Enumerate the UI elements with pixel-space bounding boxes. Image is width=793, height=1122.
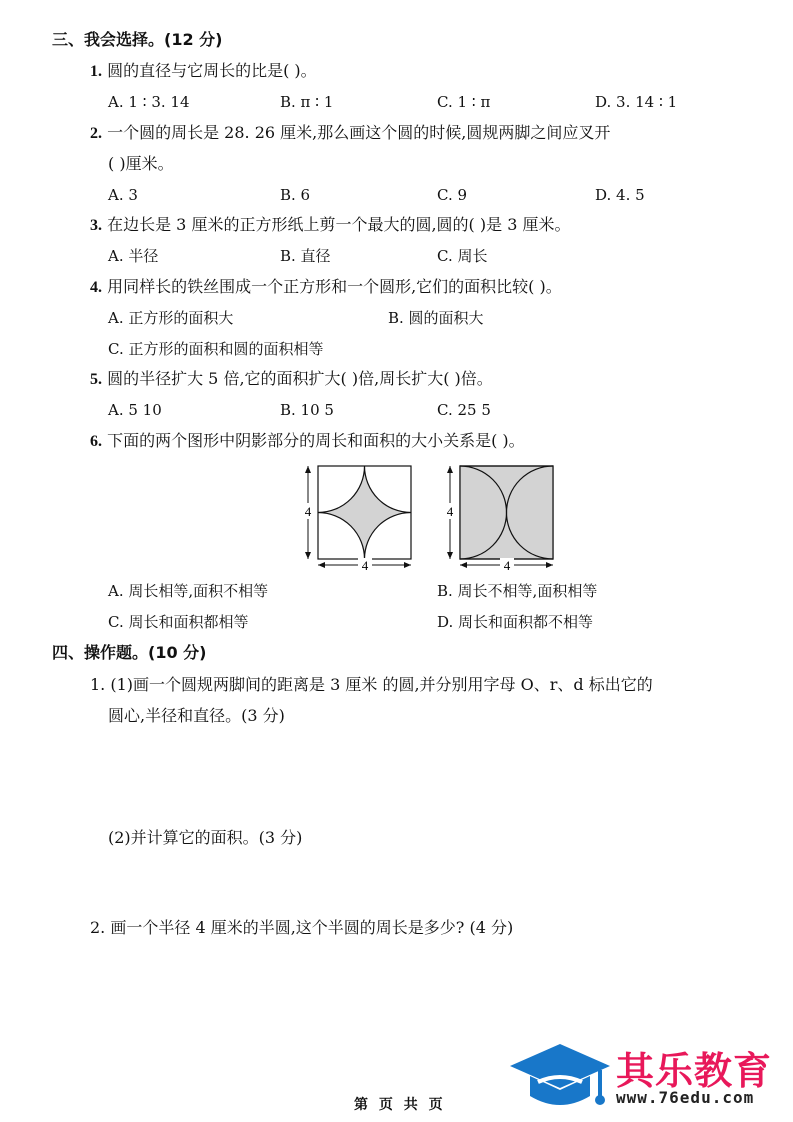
q3-option-b: B. 直径 xyxy=(280,247,331,265)
question-text: 在边长是 3 厘米的正方形纸上剪一个最大的圆,圆的( )是 3 厘米。 xyxy=(107,215,571,234)
operation-q2: 2. 画一个半径 4 厘米的半圆,这个半圆的周长是多少? (4 分) xyxy=(90,918,514,937)
q6-option-a: A. 周长相等,面积不相等 xyxy=(108,582,269,600)
figure-right-height-label: 4 xyxy=(446,504,454,519)
q3-option-c: C. 周长 xyxy=(437,247,488,265)
q6-option-b: B. 周长不相等,面积相等 xyxy=(437,582,598,600)
question-1 xyxy=(90,61,317,82)
question-2 xyxy=(90,123,610,144)
q3-option-a: A. 半径 xyxy=(108,247,159,265)
q6-option-c: C. 周长和面积都相等 xyxy=(108,613,249,631)
question-text: 圆的半径扩大 5 倍,它的面积扩大( )倍,周长扩大( )倍。 xyxy=(107,369,493,388)
figure-left xyxy=(294,462,418,572)
q2-option-d: D. 4. 5 xyxy=(595,186,645,204)
figure-left-height-label: 4 xyxy=(304,504,312,519)
question-2-continuation: ( )厘米。 xyxy=(108,154,174,173)
arrow-icon xyxy=(460,562,467,568)
page-footer: 第 页 共 页 xyxy=(354,1097,446,1113)
q4-option-c: C. 正方形的面积和圆的面积相等 xyxy=(108,340,324,358)
q5-option-b: B. 10 5 xyxy=(280,401,334,419)
question-text: 一个圆的周长是 28. 26 厘米,那么画这个圆的时候,圆规两脚之间应叉开 xyxy=(107,123,611,142)
q1-option-b: B. π ∶ 1 xyxy=(280,93,334,111)
logo-url: www.76edu.com xyxy=(616,1088,755,1107)
figure-left-shaded xyxy=(318,466,411,559)
q2-option-a: A. 3 xyxy=(108,186,138,204)
operation-q1-part2: (2)并计算它的面积。(3 分) xyxy=(108,828,303,847)
question-text: 用同样长的铁丝围成一个正方形和一个圆形,它们的面积比较( )。 xyxy=(107,277,562,296)
question-text: 下面的两个图形中阴影部分的周长和面积的大小关系是( )。 xyxy=(107,431,525,450)
arrow-icon xyxy=(305,552,311,559)
q4-option-b: B. 圆的面积大 xyxy=(388,309,484,327)
q1-option-a: A. 1 ∶ 3. 14 xyxy=(108,93,190,111)
q5-option-a: A. 5 10 xyxy=(108,401,162,419)
q4-option-a: A. 正方形的面积大 xyxy=(108,309,234,327)
question-number: 3. xyxy=(90,217,102,234)
question-5 xyxy=(90,369,493,390)
arrow-icon xyxy=(447,466,453,473)
q5-option-c: C. 25 5 xyxy=(437,401,491,419)
q6-option-d: D. 周长和面积都不相等 xyxy=(437,613,594,631)
question-number: 5. xyxy=(90,371,102,388)
arrow-icon xyxy=(318,562,325,568)
figure-right-width-label: 4 xyxy=(503,558,511,572)
q1-option-d: D. 3. 14 ∶ 1 xyxy=(595,93,678,111)
q2-option-c: C. 9 xyxy=(437,186,468,204)
question-6 xyxy=(90,431,525,452)
question-number: 2. xyxy=(90,125,102,142)
arrow-icon xyxy=(305,466,311,473)
q1-option-c: C. 1 ∶ π xyxy=(437,93,491,111)
section-4-title: 四、操作题。(10 分) xyxy=(52,643,207,662)
operation-q1-part1-line2: 圆心,半径和直径。(3 分) xyxy=(108,706,285,725)
graduation-cap-icon xyxy=(508,1042,612,1122)
question-text: 圆的直径与它周长的比是( )。 xyxy=(107,61,317,80)
q2-option-b: B. 6 xyxy=(280,186,311,204)
arrow-icon xyxy=(404,562,411,568)
brand-logo xyxy=(508,1036,793,1122)
arrow-icon xyxy=(546,562,553,568)
question-3 xyxy=(90,215,570,236)
question-number: 6. xyxy=(90,433,102,450)
section-3-title: 三、我会选择。(12 分) xyxy=(52,30,223,49)
logo-name: 其乐教育 xyxy=(616,1049,773,1093)
arrow-icon xyxy=(447,552,453,559)
operation-q1-part1-line1: 1. (1)画一个圆规两脚间的距离是 3 厘米 的圆,并分别用字母 O、r、d 标出它的 xyxy=(90,675,653,694)
question-number: 4. xyxy=(90,279,102,296)
figure-left-width-label: 4 xyxy=(361,558,369,572)
figure-right xyxy=(442,462,558,572)
question-number: 1. xyxy=(90,63,102,80)
question-4 xyxy=(90,277,562,298)
